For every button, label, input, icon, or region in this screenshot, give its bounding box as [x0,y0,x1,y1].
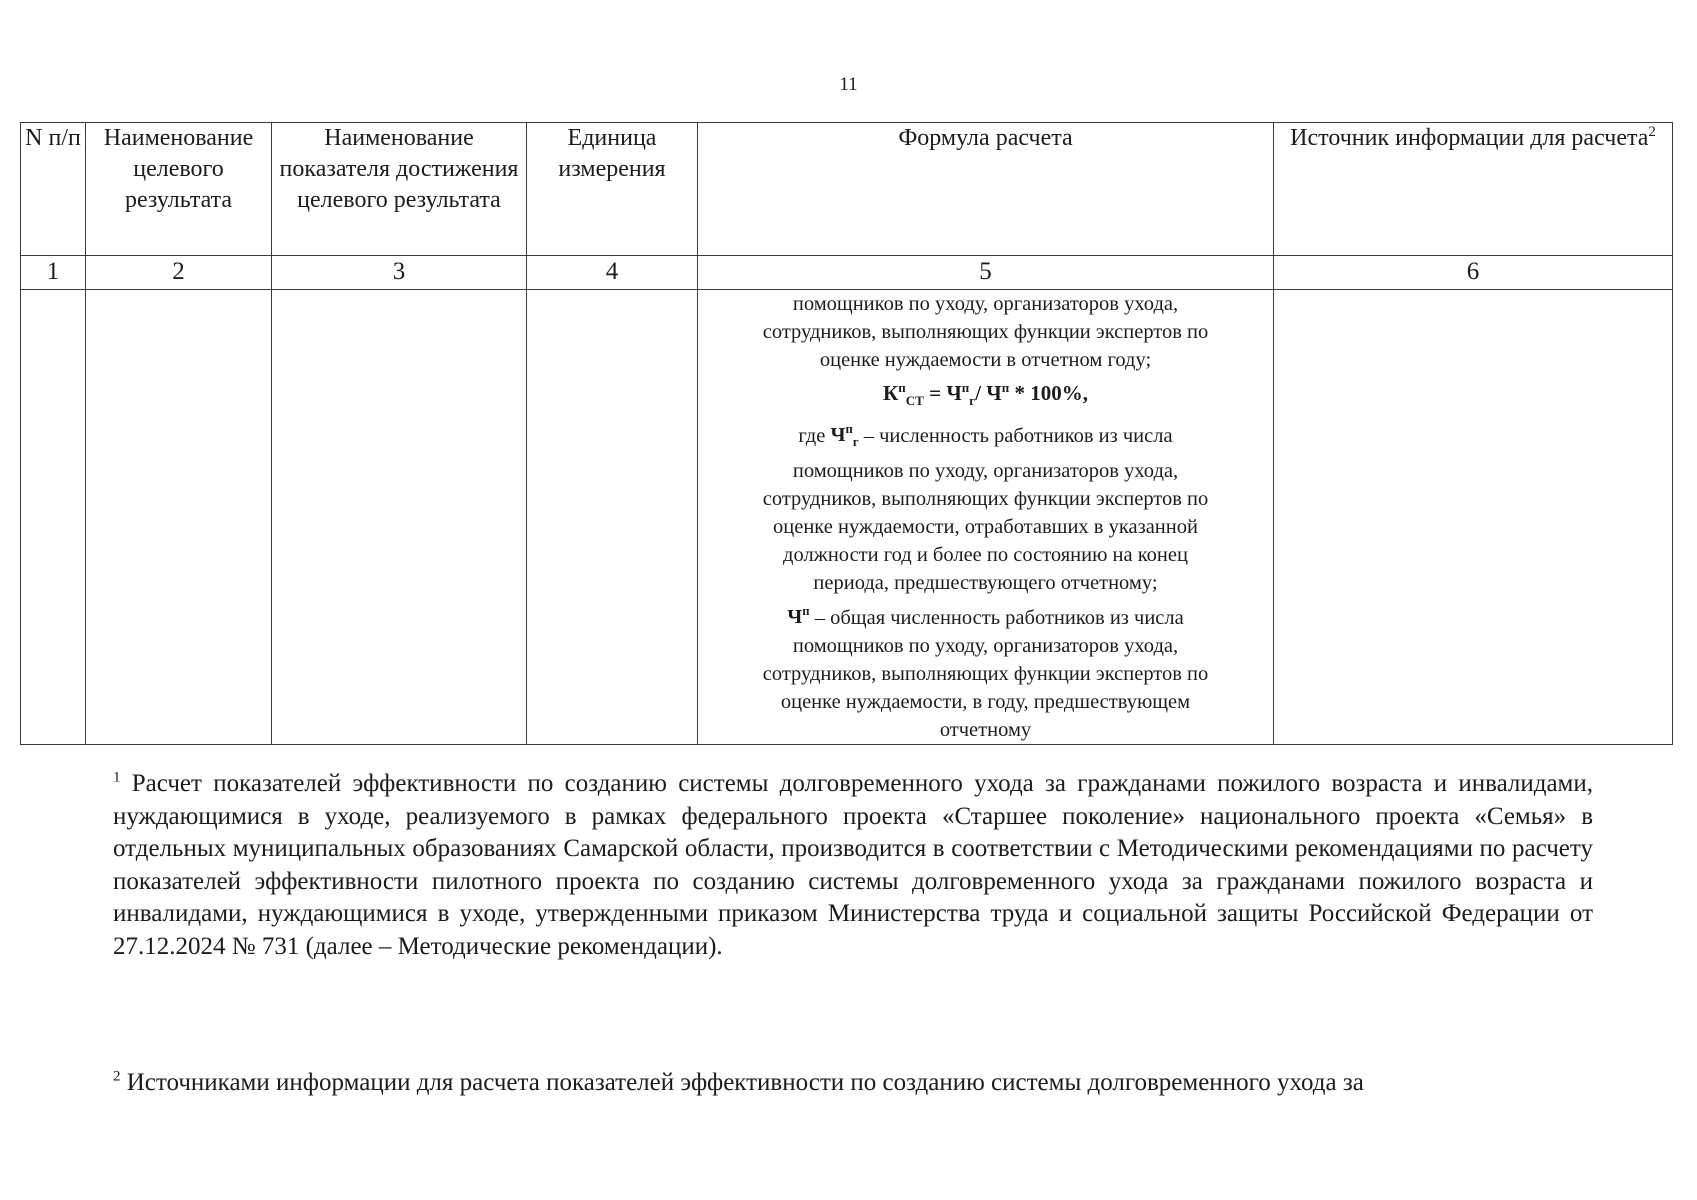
formula-line: оценке нуждаемости в отчетном году; [819,348,1152,371]
formula-line: отчетному [939,719,1032,742]
footnote-text: Расчет показателей эффективности по созданию системы долговременного ухода за гражданами пожилого возраста и инвалидами, нуждающимися в уходе, реализуемого в рамках федерального проекта «Старшее поколение» национального проекта «Семья» в отдельных муниципальных образованиях Самарской области, производится в соответствии с Методическими рекомендациями по расчету показателей эффективности пилотного проекта по созданию системы долговременного ухода за гражданами пожилого возраста и инвалидами, нуждающимися в уходе, утвержденными приказом Министерства труда и социальной защиты Российской Федерации от 27.12.2024 № 731 (далее – Методические рекомендации). [113,770,1593,960]
header-indicator-name: Наименование показателя достижения целевого результата [272,123,527,256]
footnote-text: Источниками информации для расчета показателей эффективности по созданию системы долговременного ухода за [126,1069,1364,1096]
formula-line: сотрудников, выполняющих функции экспертов по [762,320,1209,343]
header-formula: Формула расчета [698,123,1274,256]
column-number: 3 [272,256,527,290]
formula-line: оценке нуждаемости, отработавших в указанной [773,516,1198,539]
formula-variable-2: $Ч^п$ – общая численность работников из числа [787,604,1184,629]
formula-variable-1: где $Ч^п_г$ – численность работников из числа [798,422,1173,450]
formula-line: сотрудников, выполняющих функции экспертов по [762,487,1209,510]
page-number: 11 [839,74,858,95]
header-source-text: Источник информации для расчета [1290,125,1649,151]
column-number: 2 [86,256,272,290]
footnote-mark: 1 [113,769,121,786]
table-row [21,289,1673,745]
cell-unit [527,289,698,745]
formula-line: оценке нуждаемости, в году, предшествующем [780,691,1191,714]
header-target-result: Наименование целевого результата [86,123,272,256]
header-number: N п/п [21,123,86,256]
header-source [1274,123,1673,256]
formula-line: должности год и более по состоянию на конец [783,544,1188,567]
cell-number [21,289,86,745]
column-number: 6 [1274,256,1673,290]
formula-line: сотрудников, выполняющих функции экспертов по [762,662,1209,685]
column-number: 5 [698,256,1274,290]
formula-line: периода, предшествующего отчетному; [813,572,1158,595]
formula-line: помощников по уходу, организаторов ухода, [792,292,1179,315]
cell-source [1274,289,1673,745]
column-number: 1 [21,256,86,290]
header-unit: Единица измерения [527,123,698,256]
header-source-footnote-mark: 2 [1648,124,1656,140]
footnote-2 [113,1067,1593,1100]
formula-line: помощников по уходу, организаторов ухода, [792,634,1179,657]
footnote-mark: 2 [113,1068,121,1085]
column-number: 4 [527,256,698,290]
formula-equation: $К^п_{СТ} = Ч^п_г/$ $Ч^п * 100\%$, [883,380,1088,409]
formula-line: помощников по уходу, организаторов ухода, [792,459,1179,482]
cell-formula [698,289,1274,745]
cell-indicator-name [272,289,527,745]
column-number-row [21,256,1673,290]
footnote-1 [113,768,1593,963]
indicators-table [20,122,1673,745]
header-row [21,123,1673,256]
cell-target-result [86,289,272,745]
